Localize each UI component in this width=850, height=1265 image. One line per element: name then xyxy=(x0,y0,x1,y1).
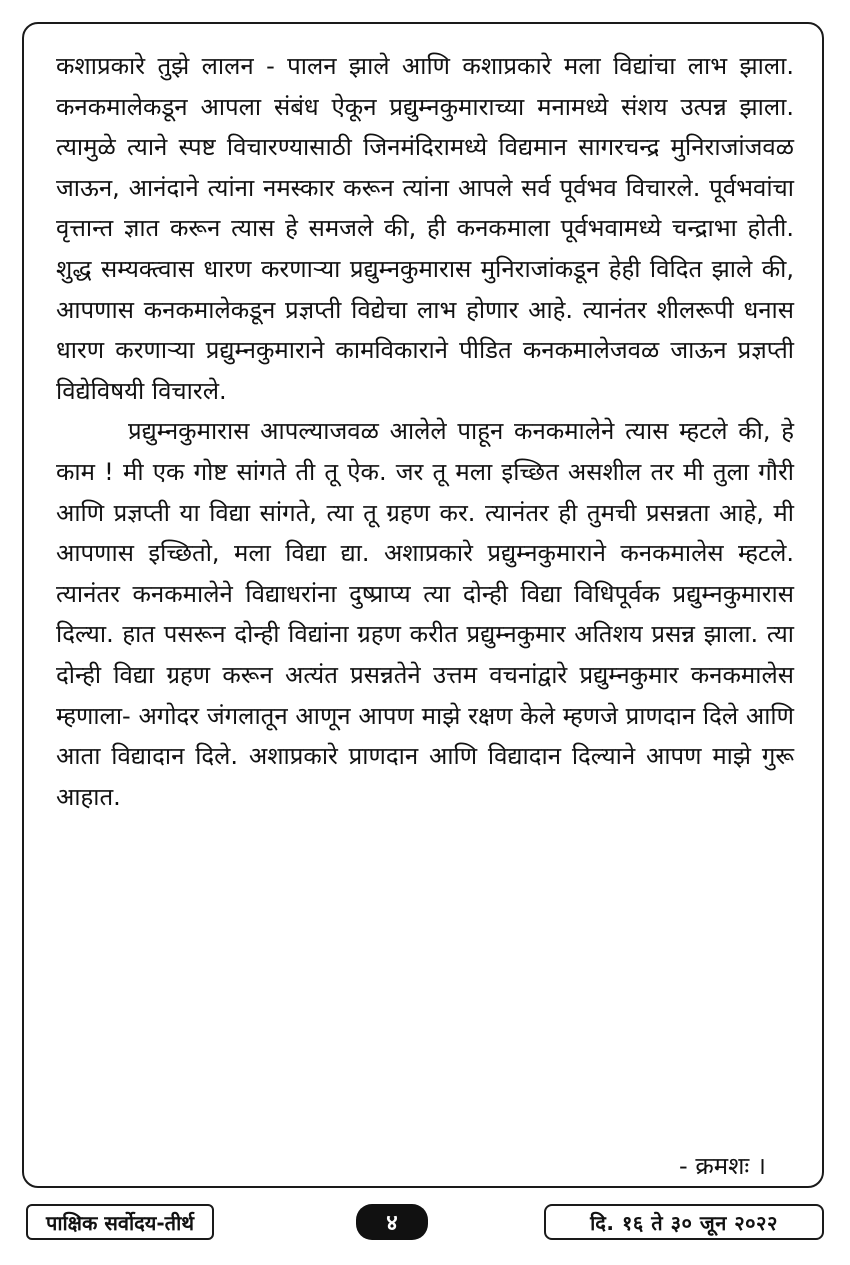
publication-name-box: पाक्षिक सर्वोदय-तीर्थ xyxy=(26,1204,214,1240)
page-number-badge: ४ xyxy=(356,1204,428,1240)
continued-marker: - क्रमशः । xyxy=(679,1152,766,1180)
paragraph-1: कशाप्रकारे तुझे लालन - पालन झाले आणि कशाप्रकारे मला विद्यांचा लाभ झाला. कनकमालेकडून आपला संबंध ऐकून प्रद्युम्नकुमाराच्या मनामध्ये संशय उत्पन्न झाला. त्यामुळे त्याने स्पष्ट विचारण्यासाठी जिनमंदिरामध्ये विद्यमान सागरचन्द्र मुनिराजांजवळ जाऊन, आनंदाने त्यांना नमस्कार करून त्यांना आपले सर्व पूर्वभव विचारले. पूर्वभवांचा वृत्तान्त ज्ञात करून त्यास हे समजले की, ही कनकमाला पूर्वभवामध्ये चन्द्राभा होती. शुद्ध सम्यक्त्वास धारण करणाऱ्या प्रद्युम्नकुमारास मुनिराजांकडून हेही विदित झाले की, आपणास कनकमालेकडून प्रज्ञप्ती विद्येचा लाभ होणार आहे. त्यानंतर शीलरूपी धनास धारण करणाऱ्या प्रद्युम्नकुमाराने कामविकाराने पीडित कनकमालेजवळ जाऊन प्रज्ञप्ती विद्येविषयी विचारले. xyxy=(56,52,794,405)
paragraph-2: प्रद्युम्नकुमारास आपल्याजवळ आलेले पाहून कनकमालेने त्यास म्हटले की, हे काम ! मी एक गोष्ट सांगते ती तू ऐक. जर तू मला इच्छित असशील तर मी तुला गौरी आणि प्रज्ञप्ती या विद्या सांगते, त्या तू ग्रहण कर. त्यानंतर ही तुमची प्रसन्नता आहे, मी आपणास इच्छितो, मला विद्या द्या. अशाप्रकारे प्रद्युम्नकुमाराने कनकमालेस म्हटले. त्यानंतर कनकमालेने विद्याधरांना दुष्प्राप्य त्या दोन्ही विद्या विधिपूर्वक प्रद्युम्नकुमारास दिल्या. हात पसरून दोन्ही विद्यांना ग्रहण करीत प्रद्युम्नकुमार अतिशय प्रसन्न झाला. त्या दोन्ही विद्या ग्रहण करून अत्यंत प्रसन्नतेने उत्तम वचनांद्वारे प्रद्युम्नकुमार कनकमालेस म्हणाला- अगोदर जंगलातून आणून आपण माझे रक्षण केले म्हणजे प्राणदान दिले आणि आता विद्यादान दिले. अशाप्रकारे प्राणदान आणि विद्यादान दिल्याने आपण माझे गुरू आहात. xyxy=(56,417,794,811)
article-body xyxy=(56,46,794,817)
issue-date-box: दि. १६ ते ३० जून २०२२ xyxy=(544,1204,824,1240)
